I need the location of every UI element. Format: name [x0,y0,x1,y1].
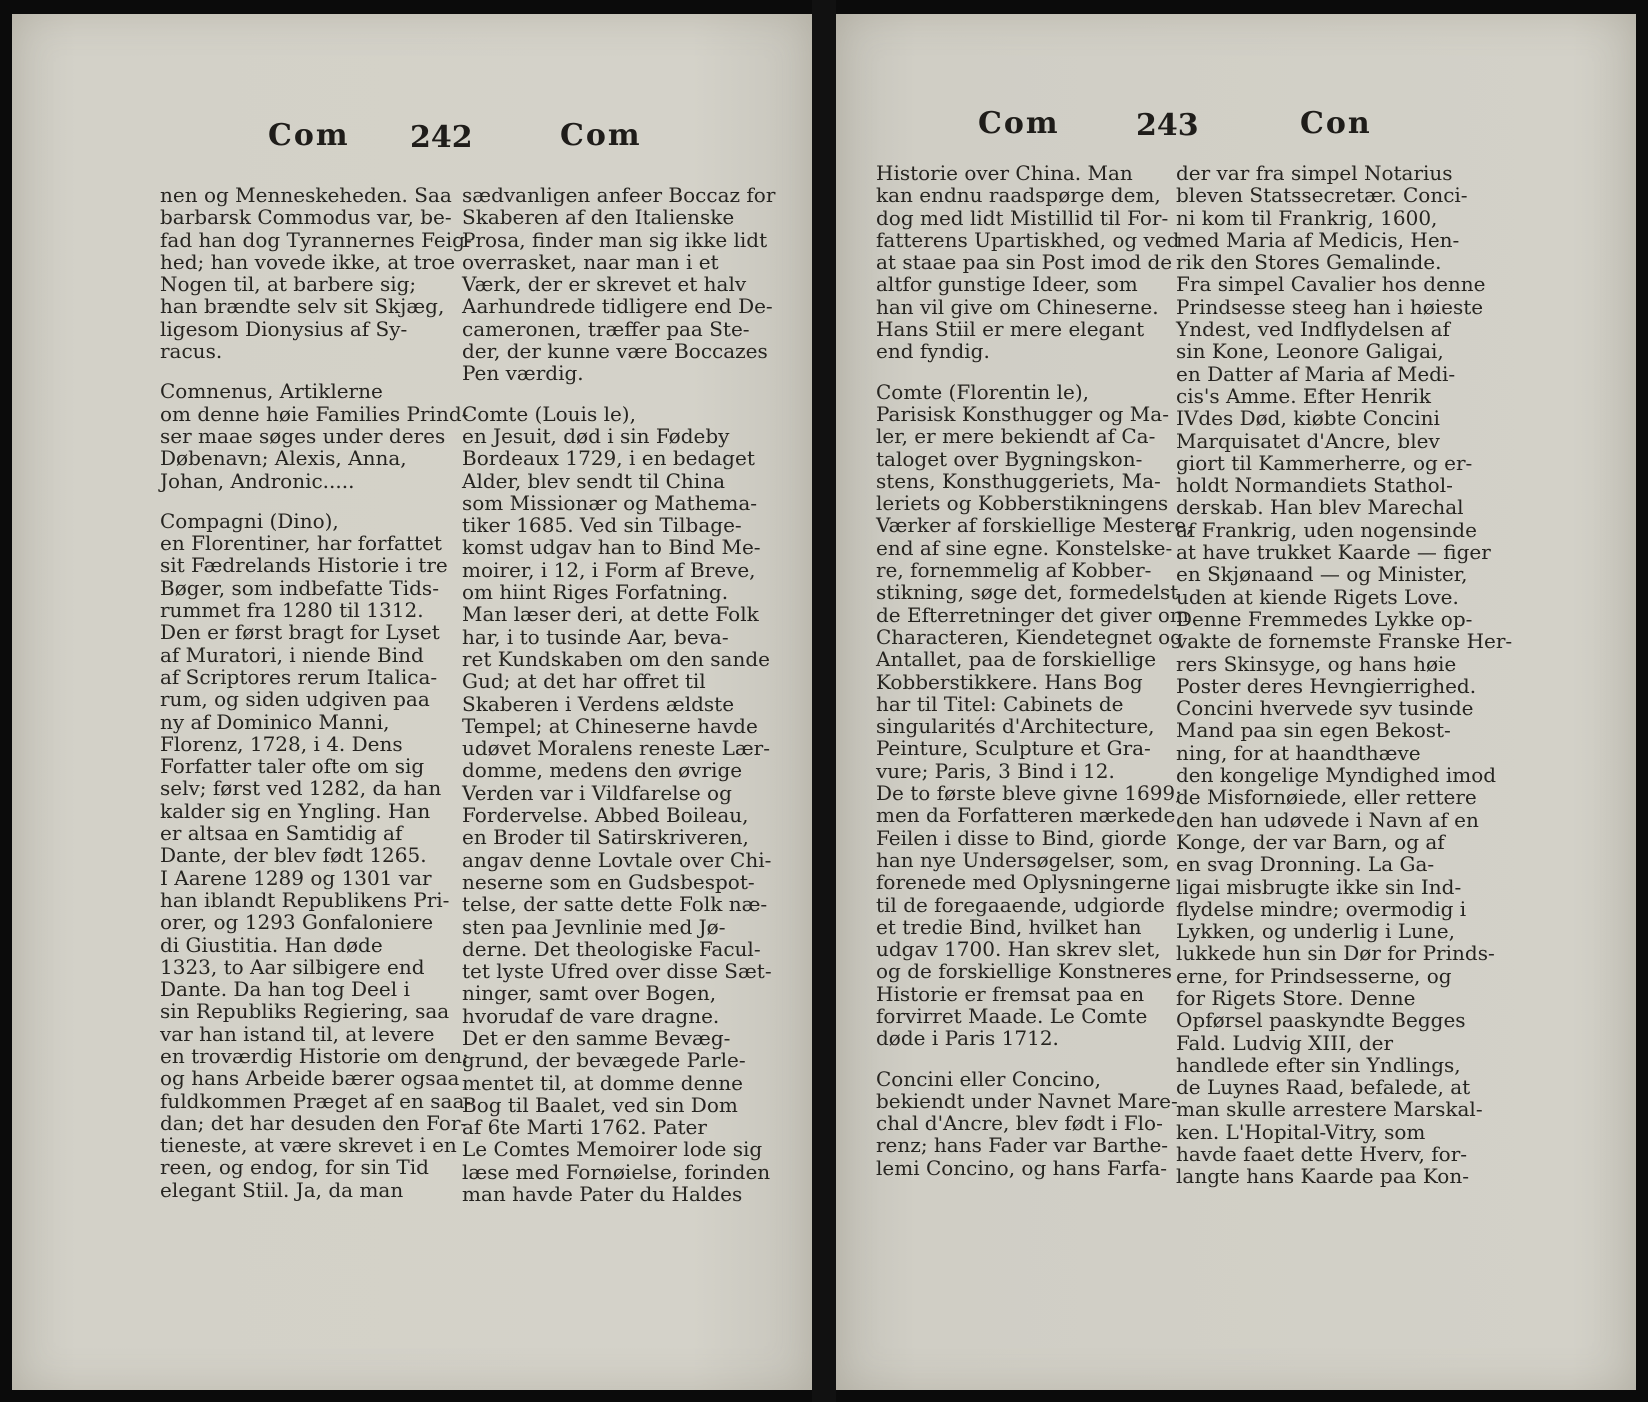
text-line: sit Fædrelands Historie i tre [160,553,448,578]
text-line: Skaberen i Verdens ældste [462,691,735,716]
text-line: fad han dog Tyrannernes Feig- [160,227,472,252]
text-line: racus. [160,339,223,364]
text-line: Florenz, 1728, i 4. Dens [160,731,403,756]
text-line: kalder sig en Yngling. Han [160,798,431,823]
text-line: overrasket, naar man i et [462,249,719,274]
right-page [836,14,1636,1390]
text-line: forenede med Oplysningerne [876,870,1171,895]
text-line: Johan, Andronic..... [160,468,355,493]
text-line: vakte de fornemste Franske Her- [1176,629,1513,654]
text-line: Poster deres Hevngierrighed. [1176,673,1477,698]
text-line: en Broder til Satirskriveren, [462,825,749,850]
text-line: kan endnu raadspørge dem, [876,183,1161,208]
text-line: tet lyste Ufred over disse Sæt- [462,959,772,984]
paragraph-gap [160,492,450,510]
text-line: orer, og 1293 Gonfaloniere [160,910,434,935]
text-line: Denne Fremmedes Lykke op- [1176,606,1473,631]
text-line: langte hans Kaarde paa Kon- [1176,1164,1469,1189]
text-line: af Muratori, i niende Bind [160,642,424,667]
text-line: Antallet, paa de forskiellige [876,647,1157,672]
text-line: Lykken, og underlig i Lune, [1176,919,1456,944]
text-line: den kongelige Myndighed imod [1176,763,1497,788]
text-line: vure; Paris, 3 Bind i 12. [876,758,1115,783]
text-line: af Frankrig, uden nogensinde [1176,517,1477,542]
text-line: Hans Stiil er mere elegant [876,317,1145,342]
text-line: ligai misbrugte ikke sin Ind- [1176,874,1462,899]
text-line: er altsaa en Samtidig af [160,821,403,846]
text-line: Nogen til, at barbere sig; [160,272,417,297]
text-line: rummet fra 1280 til 1312. [160,598,424,623]
text-line: fuldkommen Præget af en saa- [160,1088,472,1113]
text-line: han brændte selv sit Skjæg, [160,294,445,319]
text-line: bekiendt under Navnet Mare- [876,1088,1178,1113]
text-line: om hiint Riges Forfatning. [462,580,729,605]
text-line: læse med Fornøielse, forinden [462,1159,771,1184]
left-page [12,14,812,1390]
text-line: grund, der bevægede Parle- [462,1048,746,1073]
text-line: stens, Konsthuggeriets, Ma- [876,468,1161,493]
right-page-column-2 [1176,161,1513,1189]
text-line: Prindsesse steeg han i høieste [1176,294,1484,319]
left-page-running-head-right: Com [560,118,642,153]
text-line: Historie over China. Man [876,161,1133,185]
text-line: Bog til Baalet, ved sin Dom [462,1092,738,1117]
text-line: neserne som en Gudsbespot- [462,869,755,894]
text-line: Værk, der er skrevet et halv [462,272,747,297]
text-line: altfor gunstige Ideer, som [876,272,1138,297]
text-line: ligesom Dionysius af Sy- [160,316,408,341]
text-line: Characteren, Kiendetegnet og [876,624,1183,649]
text-line: sten paa Jevnlinie med Jø- [462,914,726,939]
text-line: man havde Pater du Haldes [462,1182,743,1207]
text-line: Skaberen af den Italienske [462,205,735,230]
text-line: I Aarene 1289 og 1301 var [160,865,432,890]
text-line: rers Skinsyge, og hans høie [1176,651,1457,676]
text-line: end fyndig. [876,339,990,364]
text-line: og hans Arbeide bærer ogsaa [160,1066,460,1091]
text-line: renz; hans Fader var Barthe- [876,1133,1169,1158]
text-line: Fordervelse. Abbed Boileau, [462,803,749,828]
text-line: rik den Stores Gemalinde. [1176,250,1442,275]
text-line: Fald. Ludvig XIII, der [1176,1030,1394,1055]
text-line: taloget over Bygningskon- [876,446,1143,471]
paragraph-gap [876,1050,1166,1068]
text-line: Forfatter taler ofte om sig [160,754,425,779]
text-line: døde i Paris 1712. [876,1026,1059,1051]
text-line: Den er først bragt for Lyset [160,620,440,645]
text-line: Aarhundrede tidligere end De- [462,294,773,319]
text-line: erne, for Prindsesserne, og [1176,963,1452,988]
text-line: singularités d'Architecture, [876,714,1155,739]
text-line: Yndest, ved Indflydelsen af [1176,317,1450,342]
text-line: Det er den samme Bevæg- [462,1025,731,1050]
text-line: sædvanligen anfeer Boccaz for [462,183,776,207]
text-line: Bordeaux 1729, i en bedaget [462,446,755,471]
text-line: Comte (Florentin le), [876,379,1089,404]
text-line: reen, og endog, for sin Tid [160,1155,429,1180]
text-line: man skulle arrestere Marskal- [1176,1097,1483,1122]
text-line: udgav 1700. Han skrev slet, [876,937,1161,962]
text-line: Dante, der blev født 1265. [160,843,427,868]
text-line: Feilen i disse to Bind, giorde [876,825,1167,850]
right-page-number: 243 [1136,108,1199,143]
text-line: stikning, søge det, formedelst [876,580,1179,605]
text-line: at staae paa sin Post imod de [876,250,1173,275]
text-line: 1323, to Aar silbigere end [160,954,425,979]
text-line: han iblandt Republikens Pri- [160,887,450,912]
text-line: di Giustitia. Han døde [160,932,383,957]
text-line: med Maria af Medicis, Hen- [1176,227,1460,252]
text-line: en Skjønaand — og Minister, [1176,562,1468,587]
text-line: den han udøvede i Navn af en [1176,807,1479,832]
text-line: om denne høie Families Prind- [160,401,469,426]
text-line: udøvet Moralens reneste Lær- [462,736,770,761]
text-line: de Misfornøiede, eller rettere [1176,785,1477,810]
text-line: nen og Menneskeheden. Saa [160,183,452,207]
text-line: Compagni (Dino), [160,508,339,533]
text-line: tiker 1685. Ved sin Tilbage- [462,513,742,538]
text-line: Man læser deri, at dette Folk [462,602,759,627]
text-line: var han istand til, at levere [160,1021,435,1046]
text-line: cameronen, træffer paa Ste- [462,316,750,341]
book-gutter [812,0,836,1402]
text-line: barbarsk Commodus var, be- [160,205,452,230]
text-line: Peinture, Sculpture et Gra- [876,736,1151,761]
text-line: selv; først ved 1282, da han [160,776,442,801]
text-line: komst udgav han to Bind Me- [462,535,761,560]
text-line: men da Forfatteren mærkede [876,803,1176,828]
text-line: Historie er fremsat paa en [876,981,1145,1006]
right-page-column-1 [876,161,1193,1180]
text-line: Prosa, finder man sig ikke lidt [462,227,768,252]
text-line: Gud; at det har offret til [462,669,706,694]
text-line: at have trukket Kaarde — figer [1176,540,1491,565]
text-line: havde faaet dette Hverv, for- [1176,1142,1468,1167]
text-line: handlede efter sin Yndlings, [1176,1052,1461,1077]
text-line: Marquisatet d'Ancre, blev [1176,428,1440,453]
text-line: derne. Det theologiske Facul- [462,936,761,961]
text-line: IVdes Død, kiøbte Concini [1176,406,1440,431]
text-line: han nye Undersøgelser, som, [876,847,1170,872]
text-line: mentet til, at domme denne [462,1070,744,1095]
left-page-number: 242 [410,120,473,155]
text-line: Døbenavn; Alexis, Anna, [160,446,407,471]
text-line: en Jesuit, død i sin Fødeby [462,423,730,448]
text-line: har, i to tusinde Aar, beva- [462,624,729,649]
text-line: Konge, der var Barn, og af [1176,829,1445,854]
text-line: domme, medens den øvrige [462,758,743,783]
text-line: de Efterretninger det giver om [876,602,1189,627]
text-line: Bøger, som indbefatte Tids- [160,575,439,600]
text-line: holdt Normandiets Stathol- [1176,473,1453,498]
left-page-running-head-left: Com [268,118,350,153]
text-line: ler, er mere bekiendt af Ca- [876,424,1156,449]
text-line: re, fornemmelig af Kobber- [876,558,1152,583]
text-line: ny af Dominico Manni, [160,709,390,734]
text-line: ninger, samt over Bogen, [462,981,717,1006]
text-line: Comte (Louis le), [462,401,636,426]
text-line: hvorudaf de vare dragne. [462,1003,720,1028]
text-line: giort til Kammerherre, og er- [1176,450,1473,475]
text-line: Alder, blev sendt til China [462,468,725,493]
text-line: han vil give om Chineserne. [876,294,1159,319]
text-line: Parisisk Konsthugger og Ma- [876,401,1169,426]
text-line: flydelse mindre; overmodig i [1176,896,1467,921]
text-line: ser maae søges under deres [160,423,446,448]
text-line: De to første bleve givne 1699; [876,781,1182,806]
text-line: for Rigets Store. Denne [1176,985,1416,1010]
text-line: angav denne Lovtale over Chi- [462,847,772,872]
text-line: lemi Concino, og hans Farfa- [876,1155,1168,1180]
text-line: rum, og siden udgiven paa [160,687,430,712]
text-line: af Scriptores rerum Italica- [160,664,438,689]
text-line: forvirret Maade. Le Comte [876,1003,1148,1028]
text-line: lukkede hun sin Dør for Prinds- [1176,941,1495,966]
text-line: Le Comtes Memoirer lode sig [462,1137,763,1162]
text-line: uden at kiende Rigets Love. [1176,584,1459,609]
paragraph-gap [160,362,450,380]
text-line: moirer, i 12, i Form af Breve, [462,557,756,582]
text-line: de Luynes Raad, befalede, at [1176,1075,1471,1100]
right-page-running-head-right: Con [1300,106,1372,141]
text-line: Verden var i Vildfarelse og [462,780,732,805]
text-line: Concini eller Concino, [876,1066,1101,1091]
text-line: en troværdig Historie om den; [160,1043,469,1068]
text-line: og de forskiellige Konstneres [876,959,1173,984]
text-line: tieneste, at være skrevet i en [160,1133,457,1158]
text-line: chal d'Ancre, blev født i Flo- [876,1111,1163,1136]
text-line: en Florentiner, har forfattet [160,531,442,556]
text-line: har til Titel: Cabinets de [876,691,1124,716]
text-line: leriets og Kobberstikningens [876,491,1169,516]
text-line: Opførsel paaskyndte Begges [1176,1008,1466,1033]
text-line: ret Kundskaben om den sande [462,646,770,671]
text-line: ning, for at haandthæve [1176,740,1421,765]
text-line: som Missionær og Mathema- [462,490,758,515]
text-line: elegant Stiil. Ja, da man [160,1177,404,1202]
text-line: Fra simpel Cavalier hos denne [1176,272,1486,297]
text-line: ken. L'Hopital-Vitry, som [1176,1119,1426,1144]
text-line: fatterens Upartiskhed, og ved [876,227,1180,252]
text-line: telse, der satte dette Folk næ- [462,892,768,917]
text-line: et tredie Bind, hvilket han [876,914,1142,939]
text-line: Mand paa sin egen Bekost- [1176,718,1451,743]
text-line: bleven Statssecretær. Conci- [1176,183,1468,208]
text-line: Pen værdig. [462,361,584,386]
text-line: sin Republiks Regiering, saa [160,999,450,1024]
text-line: Comnenus, Artiklerne [160,379,383,404]
text-line: Tempel; at Chineserne havde [462,713,758,738]
text-line: dog med lidt Mistillid til For- [876,205,1169,230]
paragraph-gap [876,363,1166,381]
text-line: sin Kone, Leonore Galigai, [1176,339,1444,364]
text-line: dan; det har desuden den For- [160,1110,468,1135]
left-page-column-1 [160,183,472,1202]
text-line: hed; han vovede ikke, at troe [160,249,456,274]
text-line: Værker af forskiellige Mestere, [876,513,1193,538]
text-line: der var fra simpel Notarius [1176,161,1453,185]
right-page-running-head-left: Com [978,106,1060,141]
text-line: ni kom til Frankrig, 1600, [1176,205,1438,230]
text-line: Concini hvervede syv tusinde [1176,696,1474,721]
text-line: cis's Amme. Efter Henrik [1176,383,1431,408]
text-line: Dante. Da han tog Deel i [160,977,410,1002]
text-line: end af sine egne. Konstelske- [876,535,1173,560]
text-line: derskab. Han blev Marechal [1176,495,1464,520]
left-page-column-2 [462,183,776,1207]
text-line: der, der kunne være Boccazes [462,339,768,364]
text-line: en Datter af Maria af Medi- [1176,361,1456,386]
paragraph-gap [462,385,752,403]
text-line: af 6te Marti 1762. Pater [462,1115,707,1140]
text-line: en svag Dronning. La Ga- [1176,852,1435,877]
text-line: til de foregaaende, udgiorde [876,892,1165,917]
text-line: Kobberstikkere. Hans Bog [876,669,1143,694]
